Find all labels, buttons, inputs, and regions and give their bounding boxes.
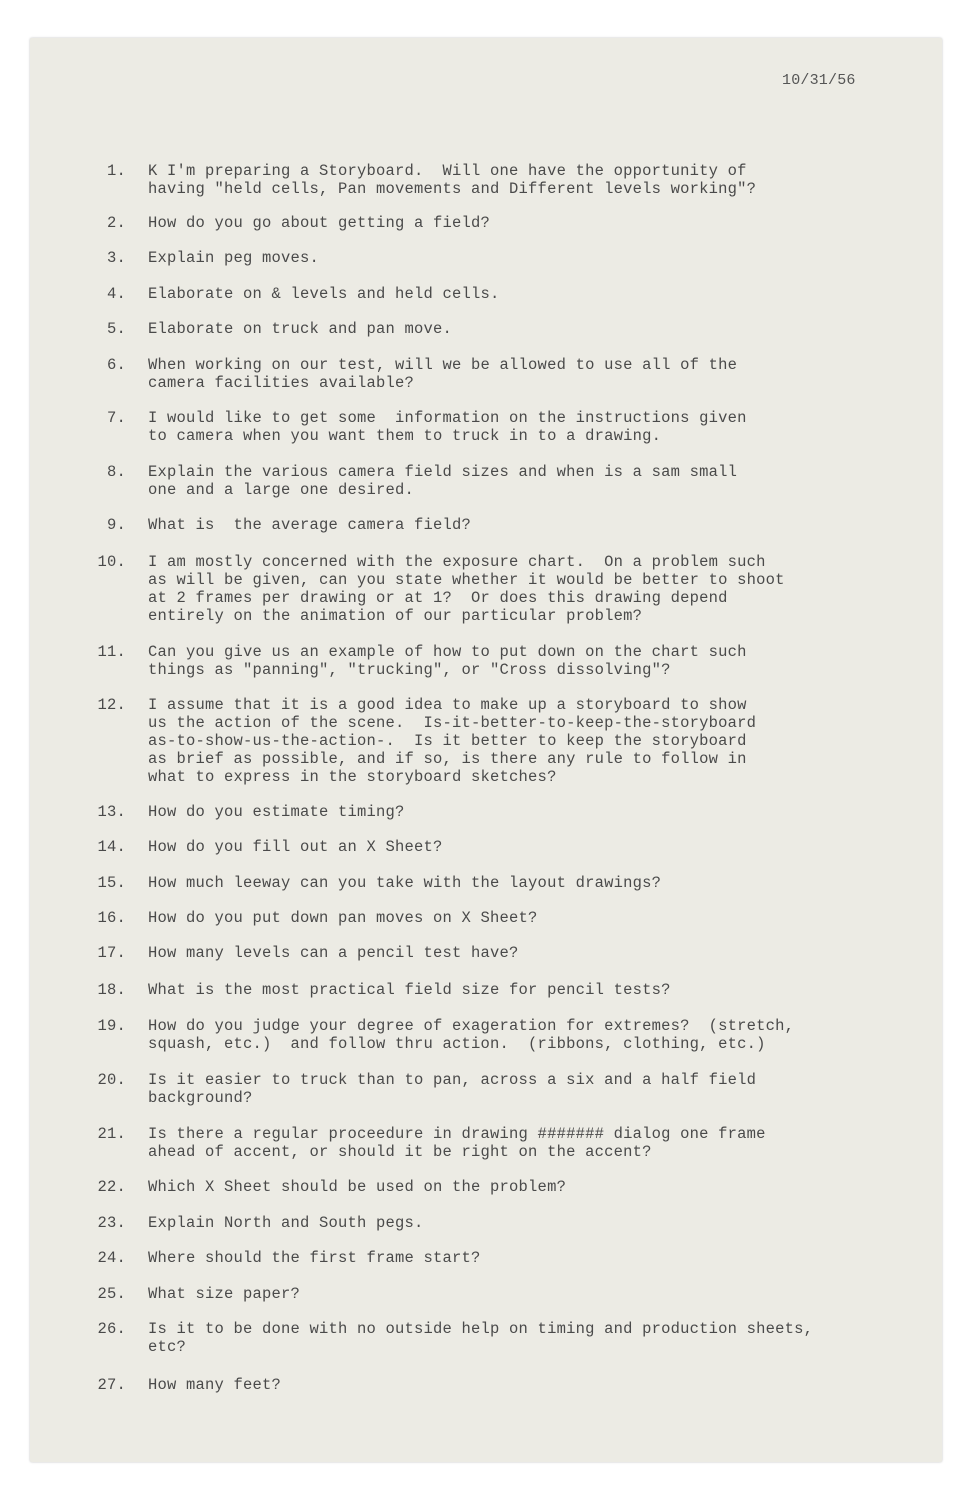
question-line: I would like to get some information on the instructions given [148,409,747,427]
question-line: How much leeway can you take with the layout drawings? [148,874,662,892]
question-line: What is the average camera field? [148,516,472,534]
question-text [148,249,319,267]
question-text [148,409,747,445]
question-line: How do you fill out an X Sheet? [148,838,443,856]
question-number: 7. [106,409,126,427]
question-line: K I'm preparing a Storyboard. Will one have the opportunity of [148,162,747,180]
question-line: I assume that it is a good idea to make up a storyboard to show [148,696,747,714]
question-line: etc? [148,1338,187,1356]
question-number: 21. [97,1125,126,1143]
question-line: entirely on the animation of our particular problem? [148,607,643,625]
question-number: 16. [97,909,126,927]
question-number: 17. [97,944,126,962]
question-line: having "held cells, Pan movements and Different levels working"? [148,180,757,198]
question-line: as-to-show-us-the-action-. Is it better to keep the storyboard [148,732,747,750]
question-text [148,643,747,679]
question-line: at 2 frames per drawing or at 1? Or does this drawing depend [148,589,728,607]
question-number: 22. [97,1178,126,1196]
question-line: as brief as possible, and if so, is there any rule to follow in [148,750,747,768]
question-text [148,356,737,392]
question-line: Is there a regular proceedure in drawing ####### dialog one frame [148,1125,766,1143]
question-number: 4. [106,285,126,303]
question-number: 11. [97,643,126,661]
question-line: Explain peg moves. [148,249,320,267]
question-line: camera facilities available? [148,374,415,392]
question-number: 14. [97,838,126,856]
question-line: Can you give us an example of how to put down on the chart such [148,643,747,661]
question-line: Elaborate on truck and pan move. [148,320,453,338]
question-line: How do you go about getting a field? [148,214,491,232]
typed-page [30,38,942,1462]
question-text [148,463,737,499]
question-text [148,1320,813,1356]
question-text [148,1249,481,1267]
question-line: When working on our test, will we be allowed to use all of the [148,356,738,374]
question-text [148,516,471,534]
question-line: Where should the first frame start? [148,1249,481,1267]
date-header: 10/31/56 [782,72,856,89]
question-line: How many feet? [148,1376,282,1394]
question-line: what to express in the storyboard sketches? [148,768,557,786]
question-text [148,1071,756,1107]
question-text [148,1017,794,1053]
question-number: 24. [97,1249,126,1267]
question-text [148,320,452,338]
question-text [148,1125,766,1161]
question-number: 13. [97,803,126,821]
question-number: 2. [106,214,126,232]
question-text [148,285,500,303]
question-number: 25. [97,1285,126,1303]
question-line: as will be given, can you state whether it would be better to shoot [148,571,785,589]
question-line: to camera when you want them to truck in to a drawing. [148,427,662,445]
question-number: 19. [97,1017,126,1035]
question-text [148,1376,281,1394]
question-line: one and a large one desired. [148,481,415,499]
question-line: How many levels can a pencil test have? [148,944,519,962]
question-line: How do you estimate timing? [148,803,405,821]
question-text [148,909,538,927]
question-line: Is it to be done with no outside help on timing and production sheets, [148,1320,814,1338]
question-line: What size paper? [148,1285,301,1303]
question-text [148,838,443,856]
question-number: 10. [97,553,126,571]
question-text [148,1178,566,1196]
question-number: 6. [106,356,126,374]
question-line: Explain the various camera field sizes and when is a sam small [148,463,738,481]
question-text [148,1285,300,1303]
question-text [148,553,785,625]
question-number: 18. [97,981,126,999]
question-number: 20. [97,1071,126,1089]
question-line: things as "panning", "trucking", or "Cross dissolving"? [148,661,671,679]
question-text [148,162,756,198]
question-number: 1. [106,162,126,180]
question-line: What is the most practical field size for pencil tests? [148,981,671,999]
question-number: 5. [106,320,126,338]
question-text [148,874,661,892]
question-number: 15. [97,874,126,892]
question-number: 12. [97,696,126,714]
question-text [148,981,671,999]
question-line: How do you put down pan moves on X Sheet? [148,909,538,927]
question-text [148,214,490,232]
question-number: 23. [97,1214,126,1232]
question-number: 8. [106,463,126,481]
question-line: Which X Sheet should be used on the problem? [148,1178,567,1196]
question-line: background? [148,1089,253,1107]
question-number: 26. [97,1320,126,1338]
question-line: Explain North and South pegs. [148,1214,424,1232]
question-line: ahead of accent, or should it be right on the accent? [148,1143,652,1161]
question-line: I am mostly concerned with the exposure chart. On a problem such [148,553,766,571]
question-line: squash, etc.) and follow thru action. (ribbons, clothing, etc.) [148,1035,766,1053]
question-text [148,1214,424,1232]
question-line: Is it easier to truck than to pan, across a six and a half field [148,1071,757,1089]
question-line: us the action of the scene. Is-it-better-to-keep-the-storyboard [148,714,757,732]
question-line: How do you judge your degree of exageration for extremes? (stretch, [148,1017,795,1035]
question-number: 3. [106,249,126,267]
question-number: 27. [97,1376,126,1394]
question-text [148,944,519,962]
question-number: 9. [106,516,126,534]
question-line: Elaborate on & levels and held cells. [148,285,500,303]
question-text [148,803,405,821]
question-text [148,696,756,786]
